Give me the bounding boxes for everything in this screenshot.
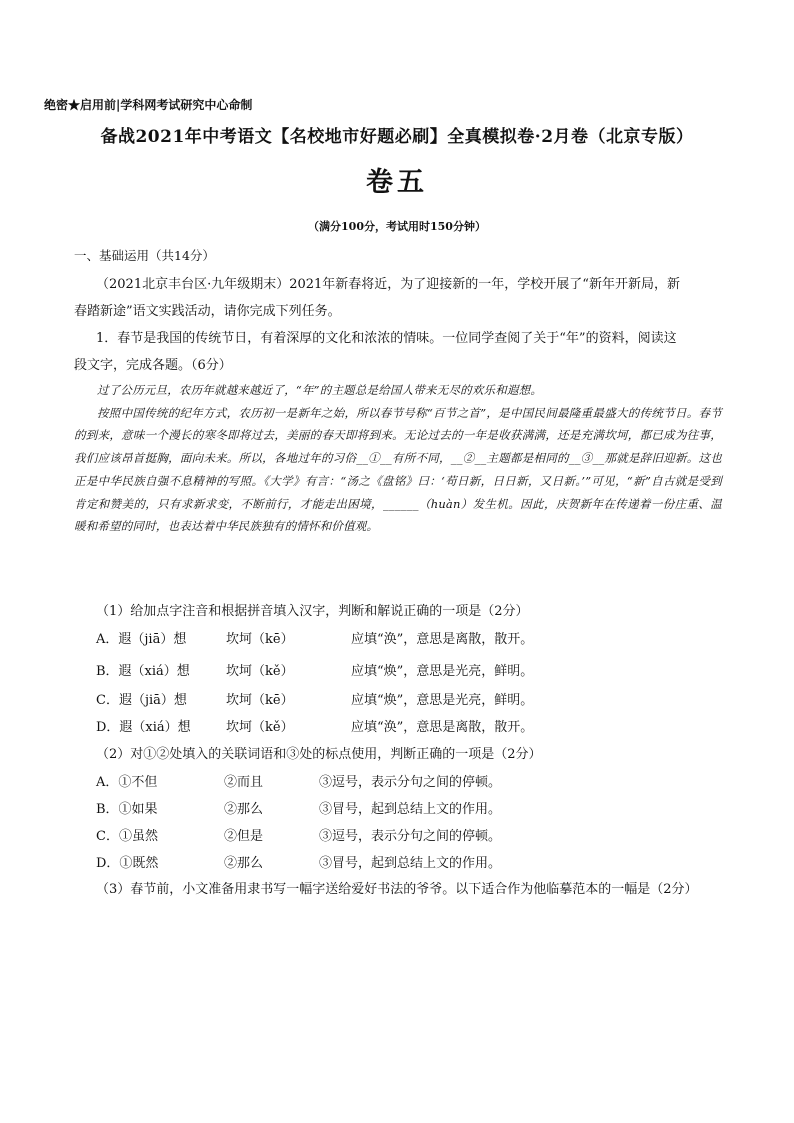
option-part-b: ②那么 (224, 856, 264, 871)
option-label: D．①既然 (96, 856, 159, 871)
option-part-b: ②而且 (224, 775, 264, 790)
q2-option-b[interactable] (96, 798, 501, 817)
intro-line-1: （2021北京丰台区·九年级期末）2021年新春将近，为了迎接新的一年，学校开展了“新年开新局，新 (96, 277, 680, 292)
q2-option-c[interactable] (96, 825, 501, 844)
q1-option-a[interactable] (96, 628, 533, 647)
option-part-b: 坎坷（kě） (226, 664, 294, 679)
question-1-line-2: 段文字，完成各题。（6分） (74, 358, 232, 373)
score-note: （满分100分，考试用时150分钟） (308, 220, 486, 233)
q2-option-d[interactable] (96, 852, 501, 871)
option-part-c: ③逗号，表示分句之间的停顿。 (319, 775, 502, 790)
confidential-notice: 绝密★启用前|学科网考试研究中心命制 (44, 98, 253, 112)
option-part-b: ②但是 (224, 829, 264, 844)
option-label: C．遐（jiā）想 (96, 693, 187, 708)
intro-line-2: 春踏新途”语文实践活动，请你完成下列任务。 (74, 304, 341, 319)
sub-question-3-stem: （3）春节前，小文准备用隶书写一幅字送给爱好书法的爷爷。以下适合作为他临摹范本的一幅是（2分） (96, 882, 698, 897)
passage-paragraph-2: 按照中国传统的纪年方式，农历初一是新年之始，所以春节号称“百节之首”，是中国民间最隆重最盛大的传统节日。春节的到来，意味一个漫长的寒冬即将过去，美丽的春天即将到来。无论过去的一年是收获满满，还是充满坎坷，都已成为往事，我们应该昂首挺胸，面向未来。所以，各地过年的习俗__①__有所不同，__②__主题都是相同的__③__那就是辞旧迎新。这也正是中华民族自强不息精神的写照。《大学》有言：“汤之《盘铭》曰：‘苟日新，日日新，又日新。’”可见，“新”自古就是受到肯定和赞美的，只有求新求变，不断前行，才能走出困境，______（huàn）发生机。因此，庆贺新年在传递着一份庄重、温暖和希望的同时，也表达着中华民族独有的情怀和价值观。 (74, 405, 722, 534)
option-part-c: 应填“涣”，意思是离散，散开。 (351, 632, 534, 647)
option-part-c: ③冒号，起到总结上文的作用。 (319, 802, 502, 817)
q1-option-d[interactable] (96, 716, 533, 735)
option-label: B．①如果 (96, 802, 158, 817)
passage-paragraph-1: 过了公历元旦，农历年就越来越近了，“年”的主题总是给国人带来无尽的欢乐和遐想。 (97, 383, 543, 397)
option-label: B．遐（xiá）想 (96, 664, 190, 679)
paper-title: 卷五 (366, 167, 428, 198)
option-part-b: 坎坷（kē） (226, 632, 294, 647)
option-part-c: ③冒号，起到总结上文的作用。 (319, 856, 502, 871)
sub-question-1-stem: （1）给加点字注音和根据拼音填入汉字，判断和解说正确的一项是（2分） (96, 604, 529, 619)
q1-option-c[interactable] (96, 689, 533, 708)
option-label: A．①不但 (96, 775, 158, 790)
sub-question-2-stem: （2）对①②处填入的关联词语和③处的标点使用，判断正确的一项是（2分） (96, 747, 542, 762)
option-part-b: 坎坷（kē） (226, 693, 294, 708)
question-1-line-1: 1．春节是我国的传统节日，有着深厚的文化和浓浓的情味。一位同学查阅了关于“年”的资料，阅读这 (96, 331, 677, 346)
q1-option-b[interactable] (96, 660, 533, 679)
option-label: C．①虽然 (96, 829, 158, 844)
reading-passage (74, 379, 722, 538)
q2-option-a[interactable] (96, 771, 501, 790)
option-part-c: 应填“焕”，意思是光亮，鲜明。 (351, 664, 534, 679)
option-label: D．遐（xiá）想 (96, 720, 191, 735)
section-heading: 一、基础运用（共14分） (74, 248, 215, 263)
option-part-b: 坎坷（kě） (226, 720, 294, 735)
option-label: A．遐（jiā）想 (96, 632, 187, 647)
option-part-c: ③逗号，表示分句之间的停顿。 (319, 829, 502, 844)
option-part-c: 应填“涣”，意思是离散，散开。 (351, 720, 534, 735)
option-part-b: ②那么 (224, 802, 264, 817)
main-title: 备战2021年中考语文【名校地市好题必刷】全真模拟卷·2月卷（北京专版） (100, 127, 694, 147)
option-part-c: 应填“焕”，意思是光亮，鲜明。 (351, 693, 534, 708)
